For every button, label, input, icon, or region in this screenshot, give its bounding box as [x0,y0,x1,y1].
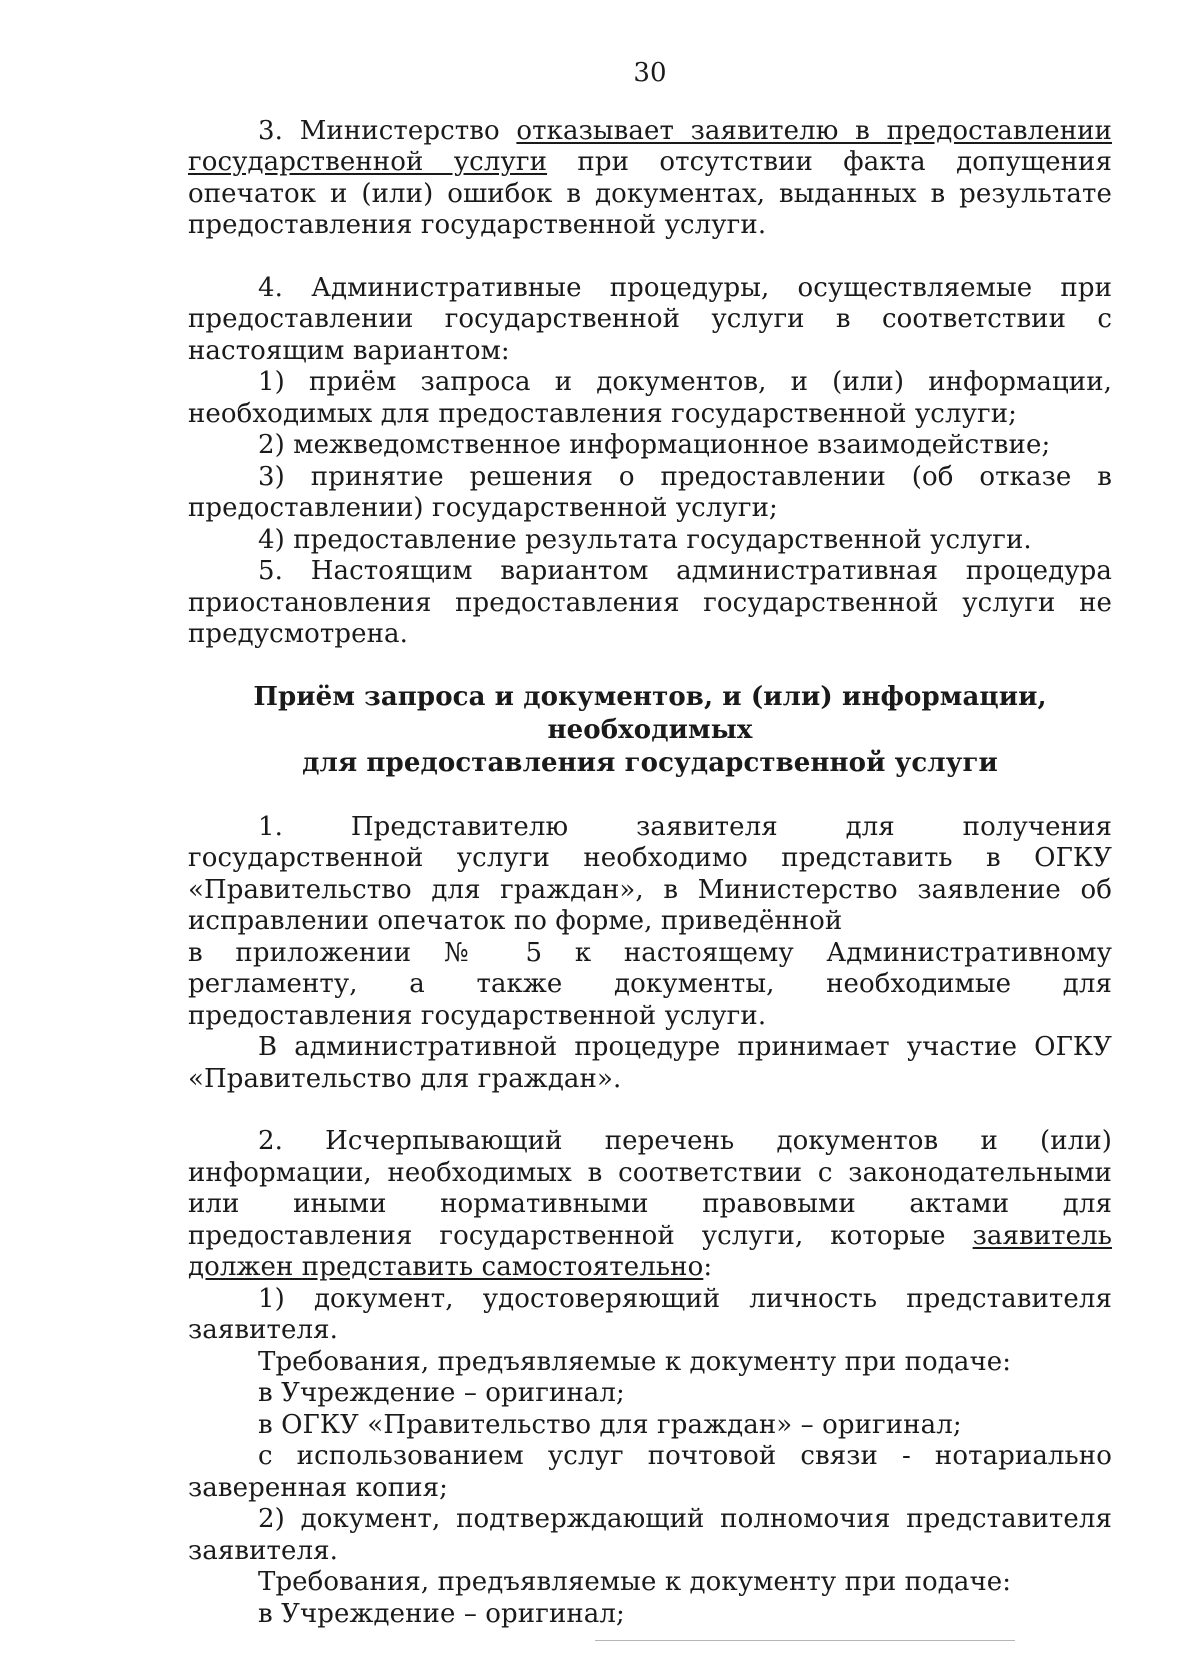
paragraph-number: 3. [258,115,284,146]
paragraph-text: Министерство [299,115,517,146]
paragraph-text: 2. Исчерпывающий перечень документов и (или) информации, необходимых в соответствии с законодательными или иными нормативными правовыми актами для предоставления государственной услуги, которые [188,1126,1112,1251]
list-item: 3) принятие решения о предоставлении (об отказе в предоставлении) государственной услуги; [188,461,1112,523]
paragraph-text: при отсутствии факта допущения опечаток и (или) ошибок в документах, выданных в результате предоставления государственной услуги. [188,147,1112,240]
paragraph-3-refusal [188,116,1112,242]
paragraph-4-procedures [188,273,1112,368]
requirement-item: в ОГКУ «Правительство для граждан» – оригинал; [258,1409,962,1440]
underlined-text: заявитель должен представить самостоятельно [188,1220,1112,1282]
document-item: 1) документ, удостоверяющий личность представителя заявителя. [188,1283,1112,1345]
heading-line: для предоставления государственной услуги [302,747,998,778]
requirements-text: Требования, предъявляемые к документу при подаче: [258,1567,1012,1597]
paragraph-1-participation: В административной процедуре принимает участие ОГКУ «Правительство для граждан». [188,1032,1112,1094]
document-page [188,58,1112,1630]
list-item: 4) предоставление результата государственной услуги. [258,524,1032,555]
paragraph-number: 5. [258,556,284,586]
section-heading [188,681,1112,780]
list-item: 1) приём запроса и документов, и (или) информации, необходимых для предоставления государственной услуги; [188,367,1112,429]
requirement-item: в Учреждение – оригинал; [258,1378,625,1408]
page-number: 30 [633,58,667,88]
paragraph-2-documents [188,1126,1112,1284]
requirements-text: Требования, предъявляемые к документу при подаче: [258,1346,1012,1377]
paragraph-number: 4. [258,272,284,303]
requirement-item: с использованием услуг почтовой связи - нотариально заверенная копия; [188,1441,1112,1503]
paragraph-1-continuation: в приложении № 5 к настоящему Административному регламенту, а также документы, необходимые для предоставления государственной услуги. [188,937,1112,1031]
underlined-text: отказывает заявителю в предоставлении государственной услуги [188,115,1112,177]
paragraph-5-suspension [188,556,1112,651]
document-item: 2) документ, подтверждающий полномочия представителя заявителя. [188,1504,1112,1566]
paragraph-1-submission: 1. Представителю заявителя для получения государственной услуги необходимо представить в ОГКУ «Правительство для граждан», в Министерство заявление об исправлении опечаток по форме, приведённой [188,811,1112,936]
requirement-item: в Учреждение – оригинал; [258,1598,625,1629]
scan-artifact-line [595,1640,1015,1641]
list-item: 2) межведомственное информационное взаимодействие; [258,430,1051,460]
paragraph-text: Настоящим вариантом административная процедура приостановления предоставления государственной услуги не предусмотрена. [188,556,1112,649]
paragraph-text: : [703,1252,713,1282]
paragraph-text: Административные процедуры, осуществляемые при предоставлении государственной услуги в соответствии с настоящим вариантом: [188,272,1112,366]
heading-line: Приём запроса и документов, и (или) информации, необходимых [253,681,1047,745]
